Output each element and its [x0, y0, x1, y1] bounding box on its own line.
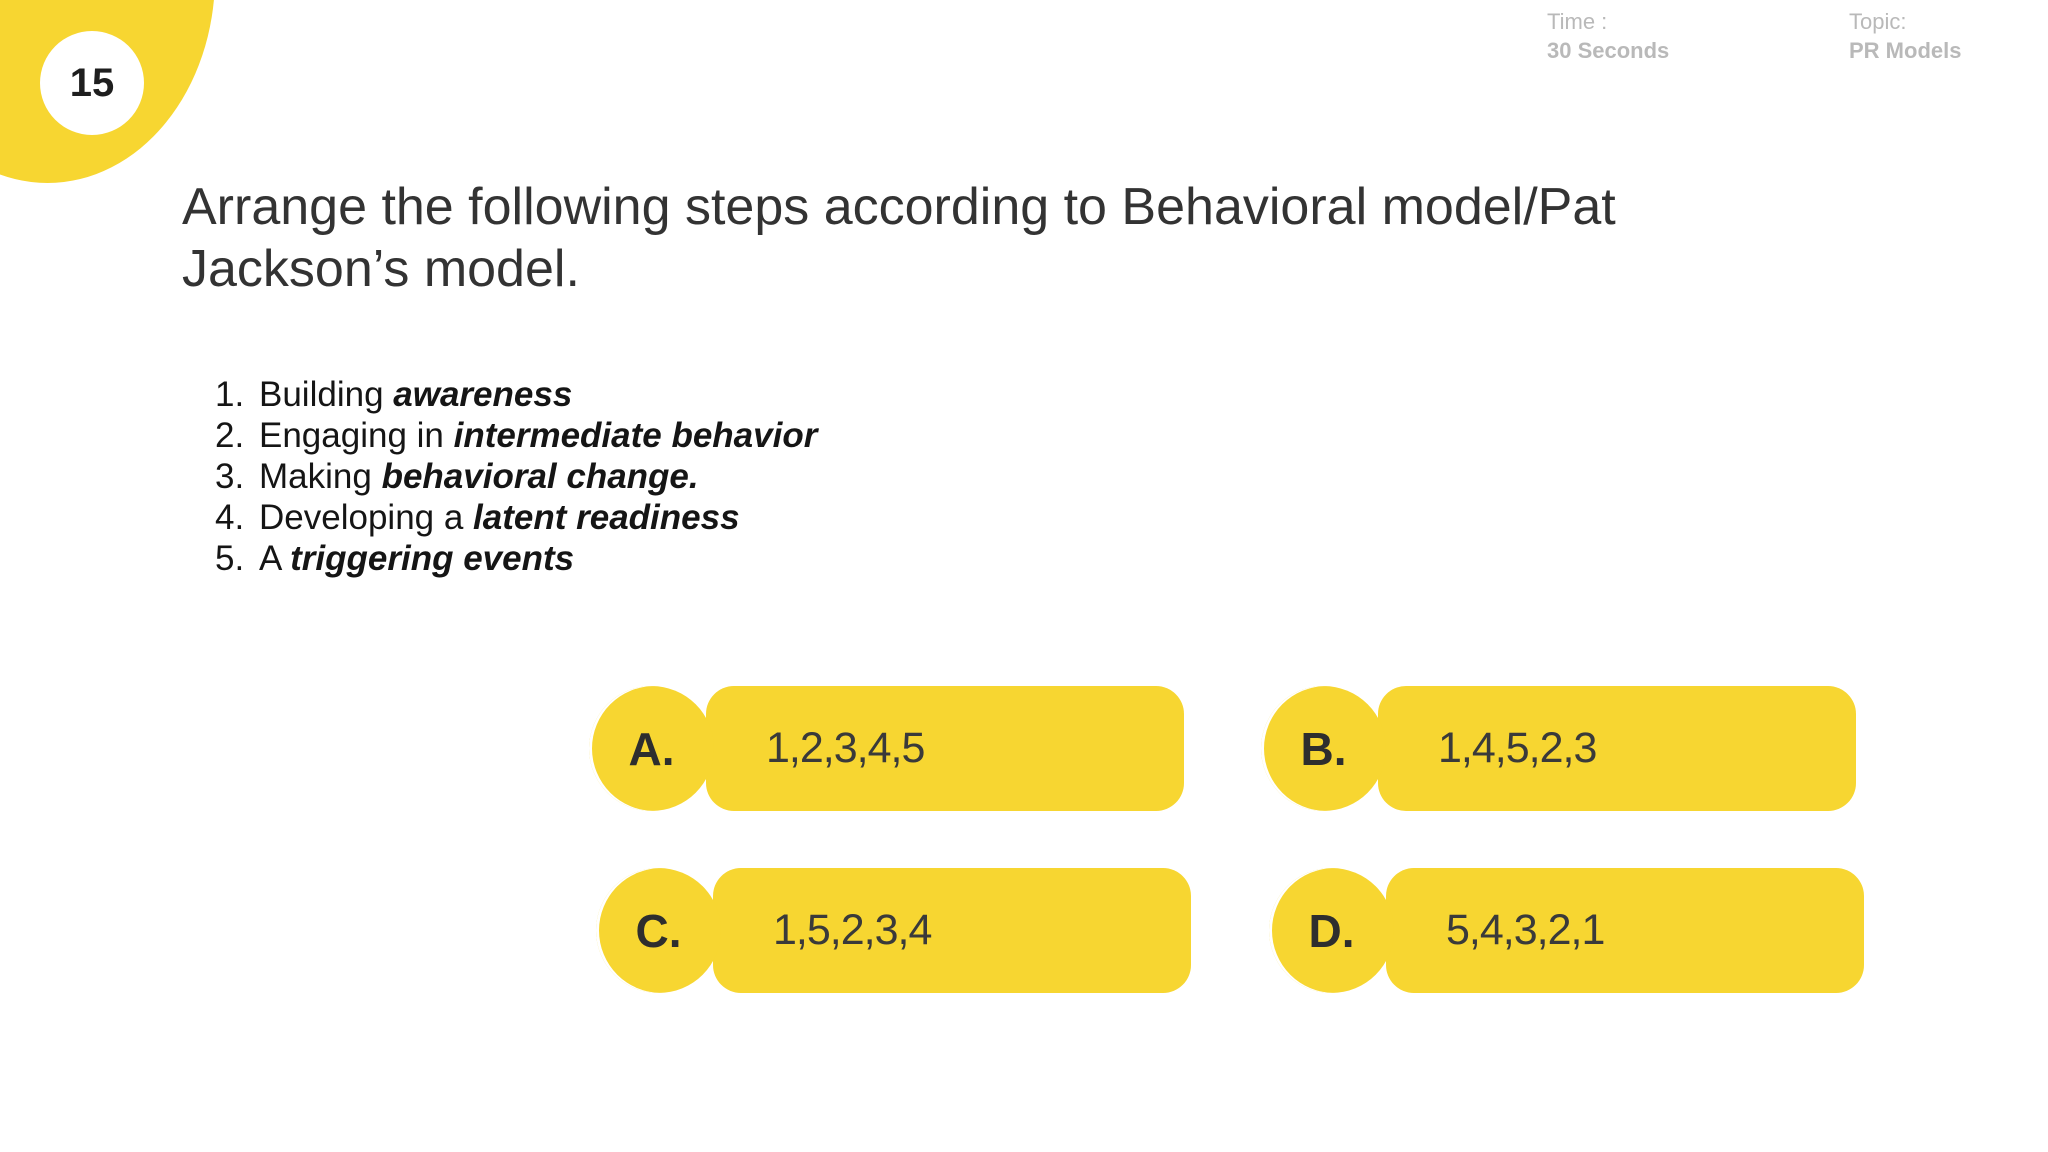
- topic-value: PR Models: [1849, 38, 1962, 63]
- step-number: 1.: [215, 375, 245, 414]
- step-text: Building: [259, 375, 394, 414]
- list-item: [182, 456, 817, 497]
- option-c-button[interactable]: [596, 868, 1191, 993]
- option-d-letter: D.: [1269, 868, 1394, 993]
- option-a-answer: 1,2,3,4,5: [706, 686, 1184, 811]
- question-text: Arrange the following steps according to Behavioral model/Pat Jackson’s model.: [182, 178, 1616, 298]
- step-emphasis: behavioral change.: [381, 457, 699, 496]
- topic-info: [1849, 7, 1961, 65]
- option-a-letter: A.: [589, 686, 714, 811]
- time-label: Time :: [1547, 9, 1608, 34]
- step-text: Engaging in: [259, 416, 454, 455]
- list-item: [182, 497, 817, 538]
- step-text: Making: [259, 457, 382, 496]
- step-number: 2.: [215, 416, 245, 455]
- step-emphasis: awareness: [393, 375, 573, 414]
- option-b-letter: B.: [1261, 686, 1386, 811]
- list-item: [182, 538, 817, 579]
- step-text: A: [259, 539, 291, 578]
- option-b-answer: 1,4,5,2,3: [1378, 686, 1856, 811]
- option-b-button[interactable]: [1261, 686, 1856, 811]
- time-info: [1547, 7, 1669, 65]
- option-c-answer: 1,5,2,3,4: [713, 868, 1191, 993]
- step-number: 3.: [215, 457, 245, 496]
- option-a-button[interactable]: [589, 686, 1184, 811]
- step-number: 5.: [215, 539, 245, 578]
- option-d-button[interactable]: [1269, 868, 1864, 993]
- step-emphasis: triggering events: [290, 539, 575, 578]
- step-text: Developing a: [259, 498, 474, 537]
- step-emphasis: latent readiness: [473, 498, 740, 537]
- question-number: 15: [40, 31, 144, 135]
- topic-label: Topic:: [1849, 9, 1907, 34]
- option-d-answer: 5,4,3,2,1: [1386, 868, 1864, 993]
- list-item: [182, 415, 817, 456]
- steps-list: [182, 374, 817, 579]
- list-item: [182, 374, 817, 415]
- time-value: 30 Seconds: [1547, 38, 1670, 63]
- option-c-letter: C.: [596, 868, 721, 993]
- step-number: 4.: [215, 498, 245, 537]
- step-emphasis: intermediate behavior: [453, 416, 818, 455]
